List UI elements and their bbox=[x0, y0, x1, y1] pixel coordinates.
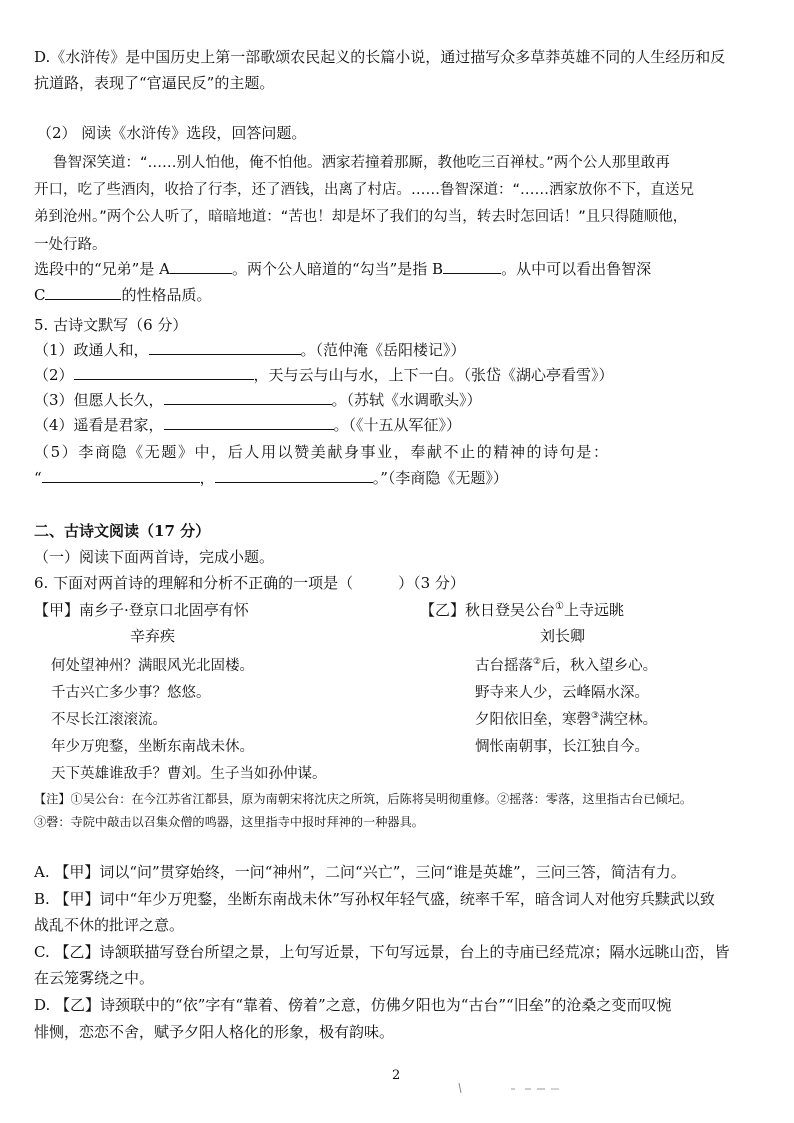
q5-item-2-post: ，天与云与山与水，上下一白。（张岱《湖心亭看雪》） bbox=[253, 366, 614, 384]
q5-item-2 bbox=[34, 364, 614, 385]
passage-line-1: 鲁智深笑道：“……别人怕他，俺不怕他。洒家若撞着那厮，教他吃三百禅杖。”两个公人那里敢再 bbox=[53, 155, 670, 171]
poem-b-line-3-pre: 夕阳依旧垒，寒磬 bbox=[475, 712, 591, 728]
question-part-1: 选段中的“兄弟”是 A bbox=[34, 260, 170, 278]
poem-a-line-5: 天下英雄谁敌手？曹刘。生子当如孙仲谋。 bbox=[51, 766, 327, 782]
poem-a-title: 【甲】南乡子·登京口北固亭有怀 bbox=[34, 601, 249, 619]
poem-b-line-1-note-mark: ② bbox=[533, 657, 542, 668]
question-part-2: 。两个公人暗道的“勾当”是指 B bbox=[231, 260, 444, 278]
q5-blank-3[interactable] bbox=[164, 390, 332, 405]
poem-b-title-note-mark: ① bbox=[555, 601, 564, 612]
passage-line-2: 开口，吃了些酒肉，收拾了行李，还了酒钱，出离了村店。……鲁智深道：“……洒家放你不下，直送兄 bbox=[34, 182, 695, 198]
q4-2-prompt: （2） 阅读《水浒传》选段，回答问题。 bbox=[37, 124, 307, 142]
poem-note-2: ③磬：寺院中敲击以召集众僧的鸣器，这里指寺中报时拜神的一种器具。 bbox=[34, 815, 424, 829]
poem-a-line-1: 何处望神州？满眼风光北固楼。 bbox=[51, 658, 254, 674]
q5-item-1-pre: （1）政通人和， bbox=[34, 341, 149, 359]
poem-b-line-1-pre: 古台摇落 bbox=[475, 658, 533, 674]
q4-2-question bbox=[34, 258, 651, 279]
scan-noise bbox=[455, 1080, 575, 1096]
option-c[interactable]: C. 【乙】诗颔联描写登台所望之景，上句写近景，下句写远景，台上的寺庙已经荒凉；隔水远眺山峦，皆 bbox=[34, 943, 730, 961]
option-a[interactable]: A. 【甲】词以“问”贯穿始终，一问“神州”，二问“兴亡”，三问“谁是英雄”，三问三答，简洁有力。 bbox=[34, 863, 686, 881]
q5-item-5-sep: ， bbox=[199, 469, 215, 487]
q5-item-3-pre: （3）但愿人长久， bbox=[34, 391, 164, 409]
q5-blank-2[interactable] bbox=[74, 365, 254, 380]
option-d-prev-line2: 抗道路，表现了“官逼民反”的主题。 bbox=[34, 74, 275, 92]
question-part-3: 。从中可以看出鲁智深 bbox=[501, 260, 652, 278]
poem-b-title-post: 上寺远眺 bbox=[563, 601, 624, 619]
q5-item-1-post: 。（范仲淹《岳阳楼记》） bbox=[300, 341, 466, 359]
option-b[interactable]: B. 【甲】词中“年少万兜鍪，坐断东南战未休”写孙权年轻气盛，统率千军，暗含词人对他穷兵黩武以致 bbox=[34, 890, 715, 908]
q4-2-question-cont bbox=[34, 284, 212, 305]
poem-a-line-4: 年少万兜鍪，坐断东南战未休。 bbox=[51, 739, 254, 755]
q5-item-2-pre: （2） bbox=[34, 366, 74, 384]
q5-item-4-post: 。（《十五从军征》） bbox=[333, 416, 462, 434]
q5-item-4 bbox=[34, 414, 461, 435]
q5-item-3 bbox=[34, 389, 482, 410]
option-d-prev-line1: D.《水浒传》是中国历史上第一部歌颂农民起义的长篇小说，通过描写众多草莽英雄不同的人生经历和反 bbox=[34, 48, 726, 66]
section-2-title: 二、古诗文阅读（17 分） bbox=[34, 522, 211, 540]
poem-b-line-1-post: 后，秋入望乡心。 bbox=[541, 658, 658, 674]
answer-blank-a[interactable] bbox=[170, 259, 232, 274]
poem-b-line-3-post: 满空林。 bbox=[599, 712, 658, 728]
q5-item-3-post: 。（苏轼《水调歌头》） bbox=[331, 391, 482, 409]
poem-b-author: 刘长卿 bbox=[540, 627, 586, 645]
poem-a-author: 辛弃疾 bbox=[130, 627, 176, 645]
q5-item-1 bbox=[34, 339, 466, 360]
option-c-cont: 在云笼雾绕之中。 bbox=[34, 969, 155, 987]
poem-b-title bbox=[420, 599, 624, 620]
q5-blank-5a[interactable] bbox=[42, 468, 200, 483]
poem-b-line-4: 惆怅南朝事，长江独自今。 bbox=[475, 739, 649, 755]
q5-item-5-answer bbox=[34, 467, 508, 488]
answer-blank-c[interactable] bbox=[45, 285, 121, 300]
q5-item-5-post: 。”（李商隐《无题》） bbox=[372, 469, 508, 487]
option-d[interactable]: D. 【乙】诗颈联中的“依”字有“靠着、傍着”之意，仿佛夕阳也为“古台”“旧垒”的沧桑之变而叹惋 bbox=[34, 996, 672, 1014]
q6-stem: 6. 下面对两首诗的理解和分析不正确的一项是（ ）（3 分） bbox=[34, 574, 465, 592]
q5-blank-5b[interactable] bbox=[215, 468, 373, 483]
poem-b-line-3 bbox=[475, 708, 657, 729]
section-2-sub: （一）阅读下面两首诗，完成小题。 bbox=[34, 548, 275, 566]
question-part-4: C bbox=[34, 286, 46, 304]
poem-note-1: 【注】①吴公台：在今江苏省江都县，原为南朝宋将沈庆之所筑，后陈将吴明彻重修。②摇落：零落，这里指古台已倾圮。 bbox=[34, 792, 693, 806]
q5-title: 5. 古诗文默写（6 分） bbox=[34, 316, 188, 334]
option-b-cont: 战乱不休的批评之意。 bbox=[34, 916, 185, 934]
poem-b-title-pre: 【乙】秋日登吴公台 bbox=[420, 601, 556, 619]
poem-b-line-1 bbox=[475, 654, 657, 675]
answer-blank-b[interactable] bbox=[443, 259, 501, 274]
poem-b-line-3-note-mark: ③ bbox=[591, 711, 600, 722]
question-part-5: 的性格品质。 bbox=[121, 286, 212, 304]
q5-item-5-open: “ bbox=[34, 469, 42, 487]
passage-line-4: 一处行路。 bbox=[34, 237, 107, 253]
q5-blank-1[interactable] bbox=[149, 340, 301, 355]
q5-blank-4[interactable] bbox=[164, 415, 334, 430]
poem-a-line-3: 不尽长江滚滚流。 bbox=[51, 712, 167, 728]
q5-item-5: （5）李商隐《无题》中，后人用以赞美献身事业，奉献不止的精神的诗句是： bbox=[34, 443, 610, 461]
q5-item-4-pre: （4）遥看是君家， bbox=[34, 416, 164, 434]
option-d-cont: 悱恻，恋恋不舍，赋予夕阳人格化的形象，极有韵味。 bbox=[34, 1023, 395, 1041]
poem-a-line-2: 千古兴亡多少事？悠悠。 bbox=[51, 685, 211, 701]
poem-b-line-2: 野寺来人少，云峰隔水深。 bbox=[475, 685, 649, 701]
page-number: 2 bbox=[392, 1068, 401, 1083]
passage-line-3: 弟到沧州。”两个公人听了，暗暗地道：“苦也！却是坏了我们的勾当，转去时怎回话！”且只得随顺他， bbox=[34, 209, 688, 225]
